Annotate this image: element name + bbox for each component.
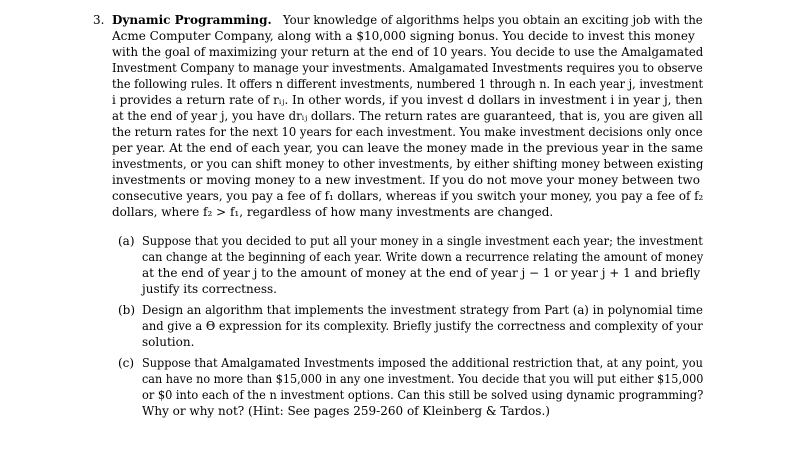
part-label: (b) bbox=[118, 303, 136, 317]
part-line: Suppose that Amalgamated Investments imposed the additional restriction that, at any point, you bbox=[142, 356, 703, 370]
intro-line: i provides a return rate of rᵢⱼ. In other words, if you invest d dollars in investment i in year j, then bbox=[112, 93, 703, 107]
intro-line: Investment Company to manage your investments. Amalgamated Investments requires you to observe bbox=[112, 61, 703, 75]
part-line: justify its correctness. bbox=[142, 282, 277, 296]
intro-line: the return rates for the next 10 years for each investment. You make investment decisions only once bbox=[112, 125, 703, 139]
part-line: or $0 into each of the n investment options. Can this still be solved using dynamic programming? bbox=[142, 388, 704, 402]
intro-line: consecutive years, you pay a fee of f₁ dollars, whereas if you switch your money, you pay a fee of f₂ bbox=[112, 189, 704, 203]
intro-line: dollars, where f₂ > f₁, regardless of how many investments are changed. bbox=[112, 205, 554, 219]
intro-line: at the end of year j, you have drᵢⱼ dollars. The return rates are guaranteed, that is, you are given all bbox=[112, 109, 703, 123]
part-line: Why or why not? (Hint: See pages 259-260 of Kleinberg & Tardos.) bbox=[142, 404, 550, 418]
part-line: Design an algorithm that implements the investment strategy from Part (a) in polynomial time bbox=[142, 303, 703, 317]
part-line: Suppose that you decided to put all your money in a single investment each year; the investment bbox=[142, 234, 703, 248]
part-line: at the end of year j to the amount of money at the end of year j − 1 or year j + 1 and briefly bbox=[142, 266, 701, 280]
problem-title: Dynamic Programming. bbox=[112, 13, 272, 27]
part-label: (c) bbox=[118, 356, 135, 370]
problem-number: 3. bbox=[93, 13, 105, 27]
intro-line: with the goal of maximizing your return at the end of 10 years. You decide to use the Amalgamated bbox=[112, 45, 704, 59]
intro-line: investments, or you can shift money to other investments, by either shifting money between existing bbox=[112, 157, 704, 171]
part-line: solution. bbox=[142, 335, 195, 349]
intro-line: investments or moving money to a new investment. If you do not move your money between two bbox=[112, 173, 700, 187]
intro-line: the following rules. It offers n different investments, numbered 1 through n. In each year j, investment bbox=[112, 77, 704, 91]
intro-line: Your knowledge of algorithms helps you obtain an exciting job with the bbox=[283, 13, 703, 27]
part-line: and give a Θ expression for its complexity. Briefly justify the correctness and complexity of your bbox=[142, 319, 703, 333]
intro-line: per year. At the end of each year, you can leave the money made in the previous year in the same bbox=[112, 141, 703, 155]
intro-line: Acme Computer Company, along with a $10,000 signing bonus. You decide to invest this money bbox=[112, 29, 695, 43]
part-line: can change at the beginning of each year. Write down a recurrence relating the amount of money bbox=[142, 250, 704, 264]
part-label: (a) bbox=[118, 234, 135, 248]
part-line: can have no more than $15,000 in any one investment. You decide that you will put either $15,000 bbox=[142, 372, 704, 386]
